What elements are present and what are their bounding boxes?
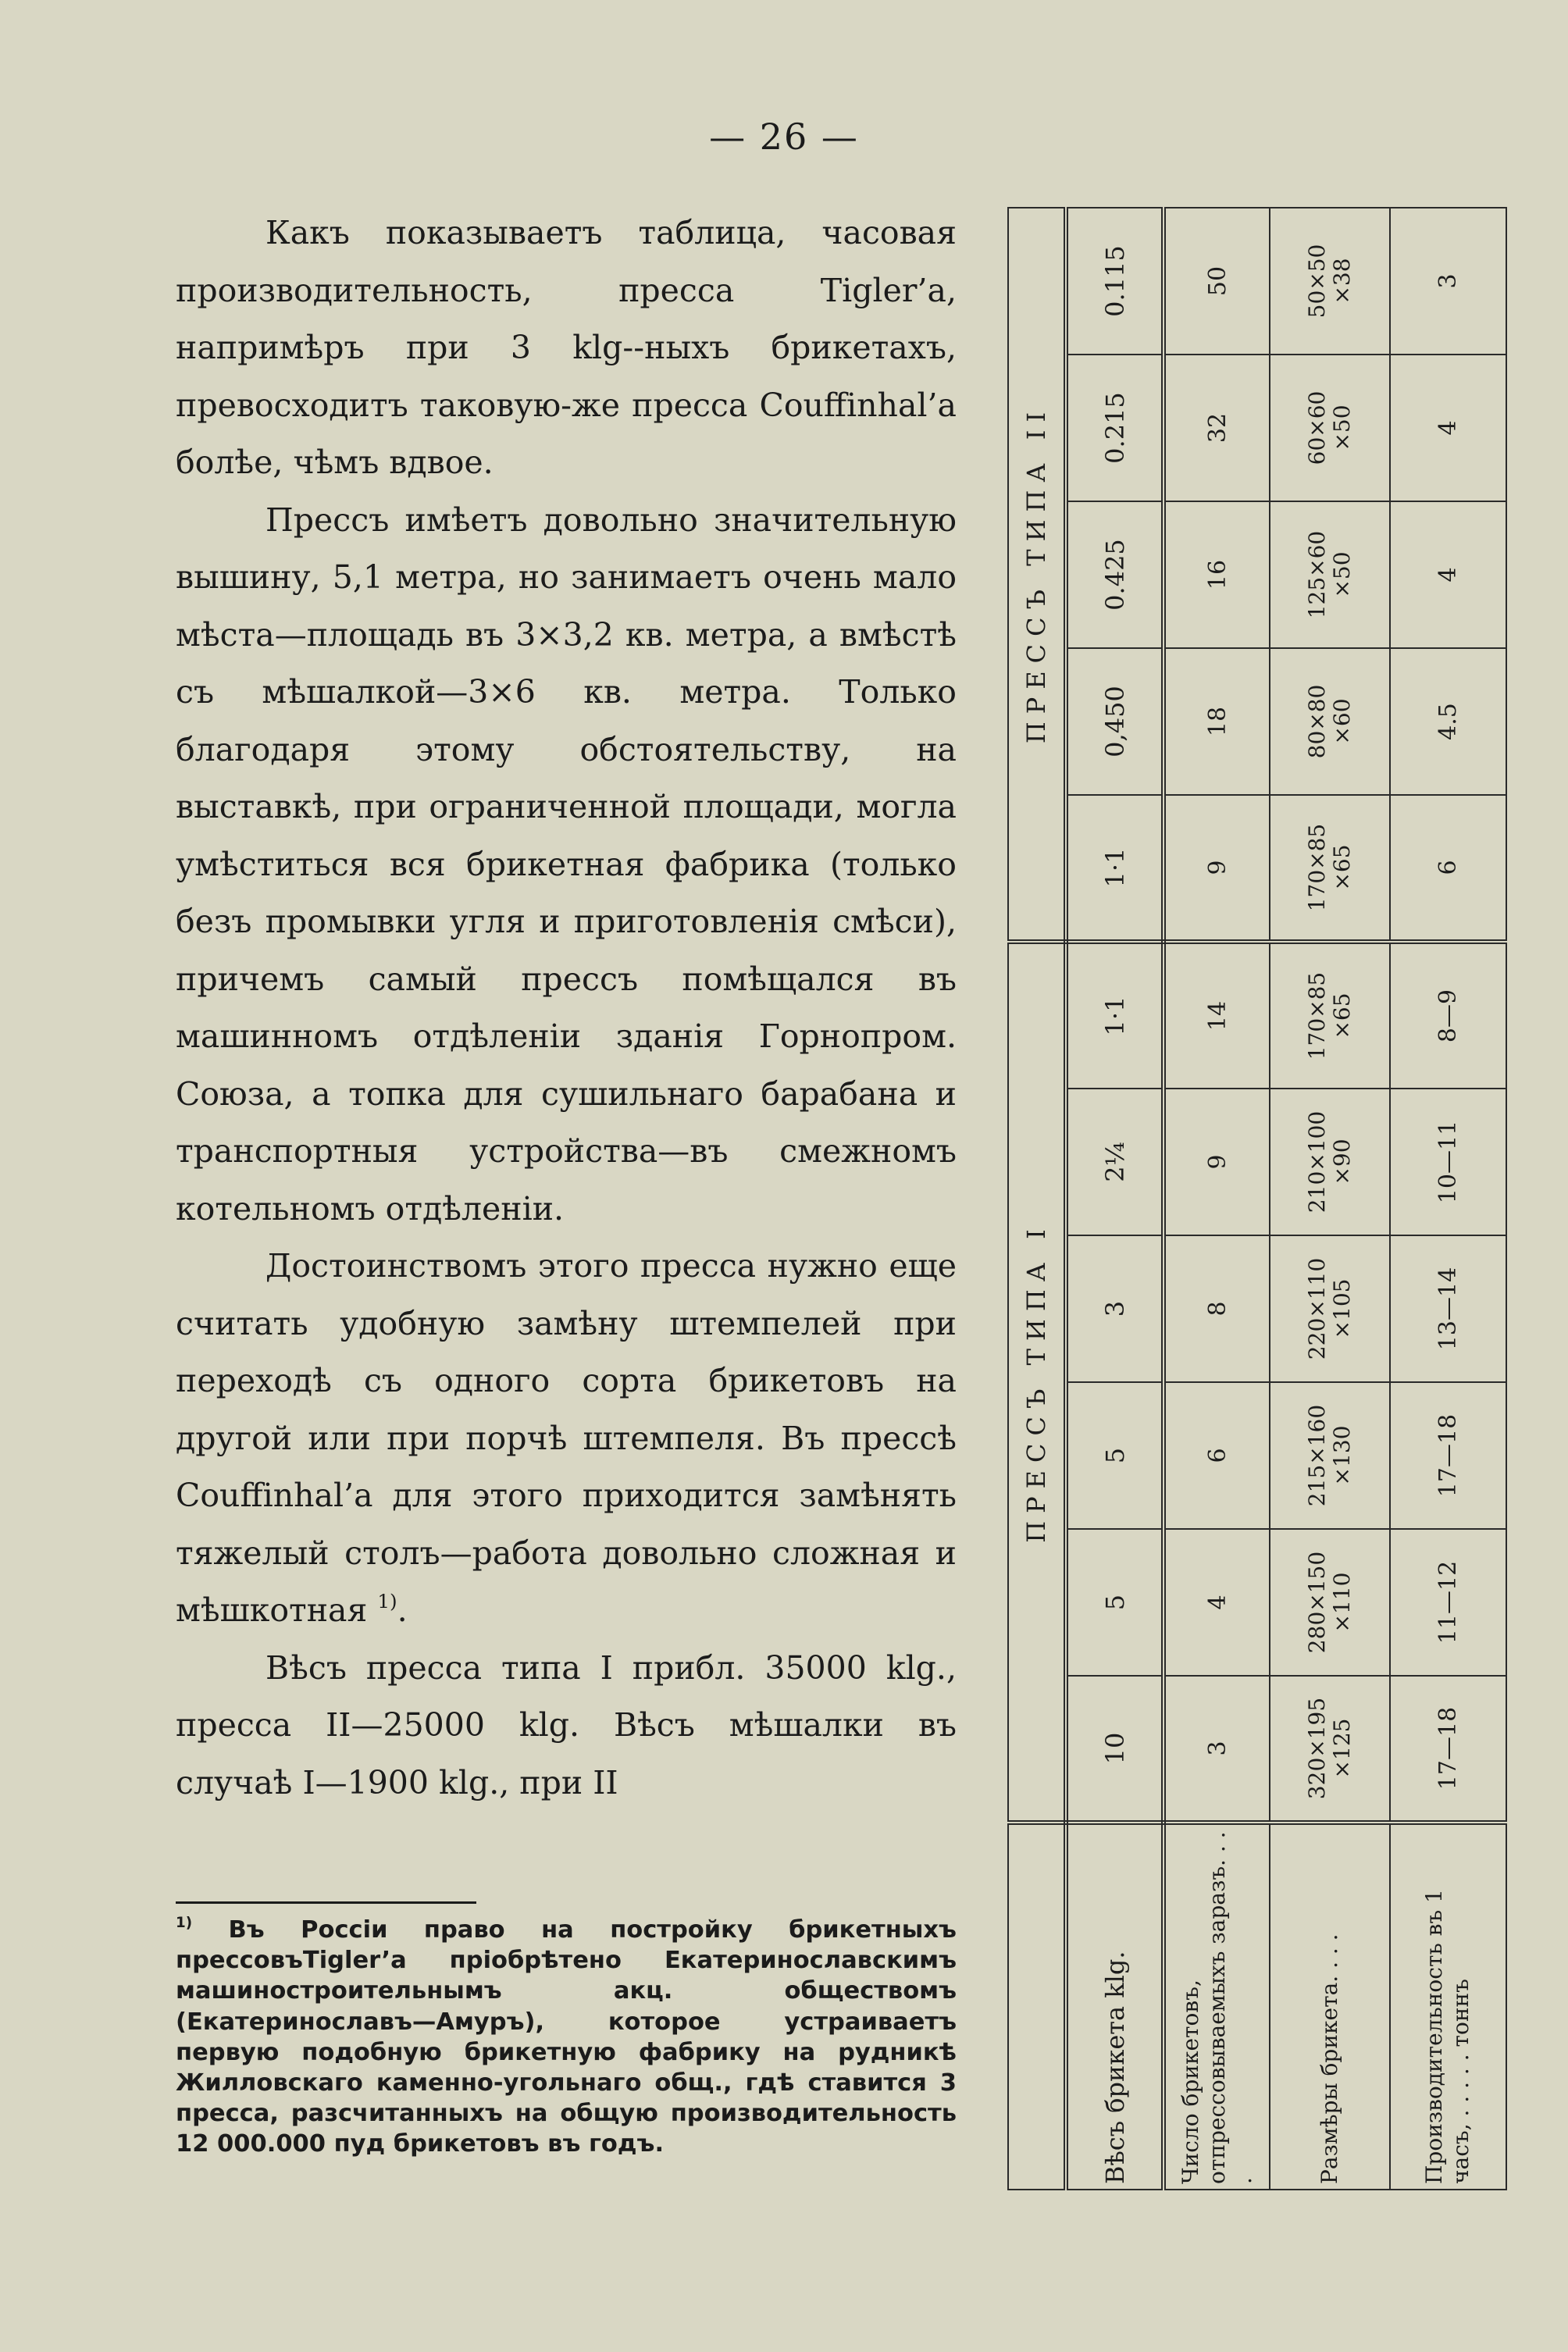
- main-text: [176, 205, 957, 1812]
- press-table-rotated: [1007, 207, 1507, 2190]
- cell-size: [1270, 355, 1390, 501]
- group-type-1: ПРЕССЪ ТИПА I: [1008, 942, 1066, 1823]
- size-line-2: ×60: [1328, 698, 1355, 745]
- cell-count: 14: [1164, 942, 1270, 1089]
- cell-weight: 5: [1066, 1382, 1164, 1529]
- row-productivity: [1390, 208, 1506, 2190]
- size-line-2: ×125: [1328, 1718, 1355, 1779]
- cell-weight: 2¼: [1066, 1089, 1164, 1235]
- cell-productivity: 8—9: [1390, 942, 1506, 1089]
- cell-size: [1270, 1235, 1390, 1382]
- footnote-reference: 1): [377, 1589, 397, 1613]
- row-count: [1164, 208, 1270, 2190]
- size-line-2: ×105: [1328, 1278, 1355, 1339]
- page-number: — 26 —: [709, 116, 859, 158]
- cell-weight: 0,450: [1066, 648, 1164, 795]
- size-line-2: ×130: [1328, 1425, 1355, 1486]
- row-label-productivity: Производительность въ 1 часъ, . . . . . тоннъ: [1390, 1823, 1506, 2190]
- cell-size: [1270, 648, 1390, 795]
- size-line-2: ×90: [1328, 1139, 1355, 1185]
- row-label-count: Число брикетовъ, отпрессовываемыхъ заразъ. . . .: [1164, 1823, 1270, 2190]
- size-line-1: 220×110: [1303, 1257, 1330, 1360]
- cell-count: 9: [1164, 1089, 1270, 1235]
- size-line-2: ×65: [1328, 844, 1355, 891]
- size-line-1: 320×195: [1303, 1697, 1330, 1800]
- footnote: [176, 1915, 957, 2160]
- corner-cell: [1008, 1823, 1066, 2190]
- size-line-2: ×110: [1328, 1572, 1355, 1633]
- cell-size: [1270, 942, 1390, 1089]
- cell-count: 32: [1164, 355, 1270, 501]
- group-header-row: [1008, 208, 1066, 2190]
- row-label-weight: Вѣсъ брикета klg.: [1066, 1823, 1164, 2190]
- cell-size: [1270, 1089, 1390, 1235]
- size-line-1: 215×160: [1303, 1404, 1330, 1507]
- cell-productivity: 13—14: [1390, 1235, 1506, 1382]
- cell-count: 9: [1164, 795, 1270, 942]
- size-line-2: ×50: [1328, 551, 1355, 598]
- size-line-1: 50×50: [1303, 244, 1330, 319]
- cell-count: 8: [1164, 1235, 1270, 1382]
- cell-count: 18: [1164, 648, 1270, 795]
- paragraph-4: Вѣсъ пресса типа I прибл. 35000 klg., пресса II—25000 klg. Вѣсъ мѣшалки въ случаѣ I—1900 klg., при II: [176, 1648, 957, 1801]
- cell-size: [1270, 1382, 1390, 1529]
- cell-count: 6: [1164, 1382, 1270, 1529]
- size-line-1: 170×85: [1303, 823, 1330, 912]
- row-size: [1270, 208, 1390, 2190]
- cell-count: 16: [1164, 501, 1270, 648]
- cell-weight: 10: [1066, 1676, 1164, 1823]
- cell-count: 3: [1164, 1676, 1270, 1823]
- cell-size: [1270, 1676, 1390, 1823]
- size-line-1: 125×60: [1303, 530, 1330, 619]
- size-line-2: ×50: [1328, 404, 1355, 451]
- cell-productivity: 6: [1390, 795, 1506, 942]
- size-line-1: 80×80: [1303, 684, 1330, 759]
- cell-size: [1270, 795, 1390, 942]
- press-specs-table: [1007, 207, 1507, 2190]
- size-line-1: 170×85: [1303, 971, 1330, 1060]
- cell-count: 50: [1164, 208, 1270, 355]
- size-line-1: 280×150: [1303, 1551, 1330, 1654]
- press-table-frame: [1007, 207, 1507, 2190]
- footnote-text: Въ Россіи право на постройку брикетныхъ прессовъTigler’а пріобрѣтено Екатеринославскимъ машиностроительнымъ акц. обществомъ (Екатеринославъ—Амуръ), которое устраиваетъ первую подобную брикетную фабрику на рудникѣ Жилловскаго каменно-угольнаго общ., гдѣ ставится 3 пресса, разсчитанныхъ на общую производительность 12 000.000 пуд брикетовъ въ годъ.: [176, 1916, 957, 2158]
- footnote-marker: 1): [176, 1915, 193, 1932]
- cell-weight: 5: [1066, 1529, 1164, 1676]
- cell-productivity: 4: [1390, 355, 1506, 501]
- cell-weight: 0.215: [1066, 355, 1164, 501]
- cell-productivity: 4: [1390, 501, 1506, 648]
- cell-weight: 1·1: [1066, 942, 1164, 1089]
- cell-weight: 1·1: [1066, 795, 1164, 942]
- cell-weight: 0.425: [1066, 501, 1164, 648]
- cell-size: [1270, 208, 1390, 355]
- size-line-1: 210×100: [1303, 1110, 1330, 1213]
- cell-productivity: 4.5: [1390, 648, 1506, 795]
- size-line-1: 60×60: [1303, 390, 1330, 465]
- cell-productivity: 10—11: [1390, 1089, 1506, 1235]
- cell-weight: 3: [1066, 1235, 1164, 1382]
- size-line-2: ×38: [1328, 258, 1355, 305]
- footnote-divider: [176, 1901, 476, 1904]
- cell-size: [1270, 501, 1390, 648]
- paragraph-3: Достоинствомъ этого пресса нужно еще считать удобную замѣну штемпелей при переходѣ съ одного сорта брикетовъ на другой или при порчѣ штемпеля. Въ прессѣ Couffinhal’а для этого приходится замѣнять тяжелый столъ—работа довольно сложная и мѣшкотная $^{1)}$.: [176, 1247, 957, 1629]
- cell-size: [1270, 1529, 1390, 1676]
- group-type-2: ПРЕССЪ ТИПА II: [1008, 208, 1066, 942]
- paragraph-2: Прессъ имѣетъ довольно значительную вышину, 5,1 метра, но занимаетъ очень мало мѣста—площадь въ 3×3,2 кв. метра, а вмѣстѣ съ мѣшалкой—3×6 кв. метра. Только благодаря этому обстоятельству, на выставкѣ, при ограниченной площади, могла умѣститься вся брикетная фабрика (только безъ промывки угля и приготовленія смѣси), причемъ самый прессъ помѣщался въ машинномъ отдѣленіи зданія Горнопром. Союза, а топка для сушильнаго барабана и транспортныя устройства—въ смежномъ котельномъ отдѣленіи.: [176, 501, 957, 1228]
- paragraph-1: Какъ показываетъ таблица, часовая производительность, пресса Tigler’а, напримѣръ при 3 klg--ныхъ брикетахъ, превосходитъ таковую-же пресса Couffinhal’а болѣе, чѣмъ вдвое.: [176, 214, 957, 481]
- cell-productivity: 17—18: [1390, 1676, 1506, 1823]
- cell-count: 4: [1164, 1529, 1270, 1676]
- paragraph-3-text: Достоинствомъ этого пресса нужно еще считать удобную замѣну штемпелей при переходѣ съ одного сорта брикетовъ на другой или при порчѣ штемпеля. Въ прессѣ Couffinhal’а для этого приходится замѣнять тяжелый столъ—работа довольно сложная и мѣшкотная: [176, 1247, 957, 1629]
- cell-productivity: 3: [1390, 208, 1506, 355]
- cell-weight: 0.115: [1066, 208, 1164, 355]
- cell-productivity: 11—12: [1390, 1529, 1506, 1676]
- cell-productivity: 17—18: [1390, 1382, 1506, 1529]
- row-weight: [1066, 208, 1164, 2190]
- row-label-size: Размѣры брикета. . . .: [1270, 1823, 1390, 2190]
- size-line-2: ×65: [1328, 992, 1355, 1039]
